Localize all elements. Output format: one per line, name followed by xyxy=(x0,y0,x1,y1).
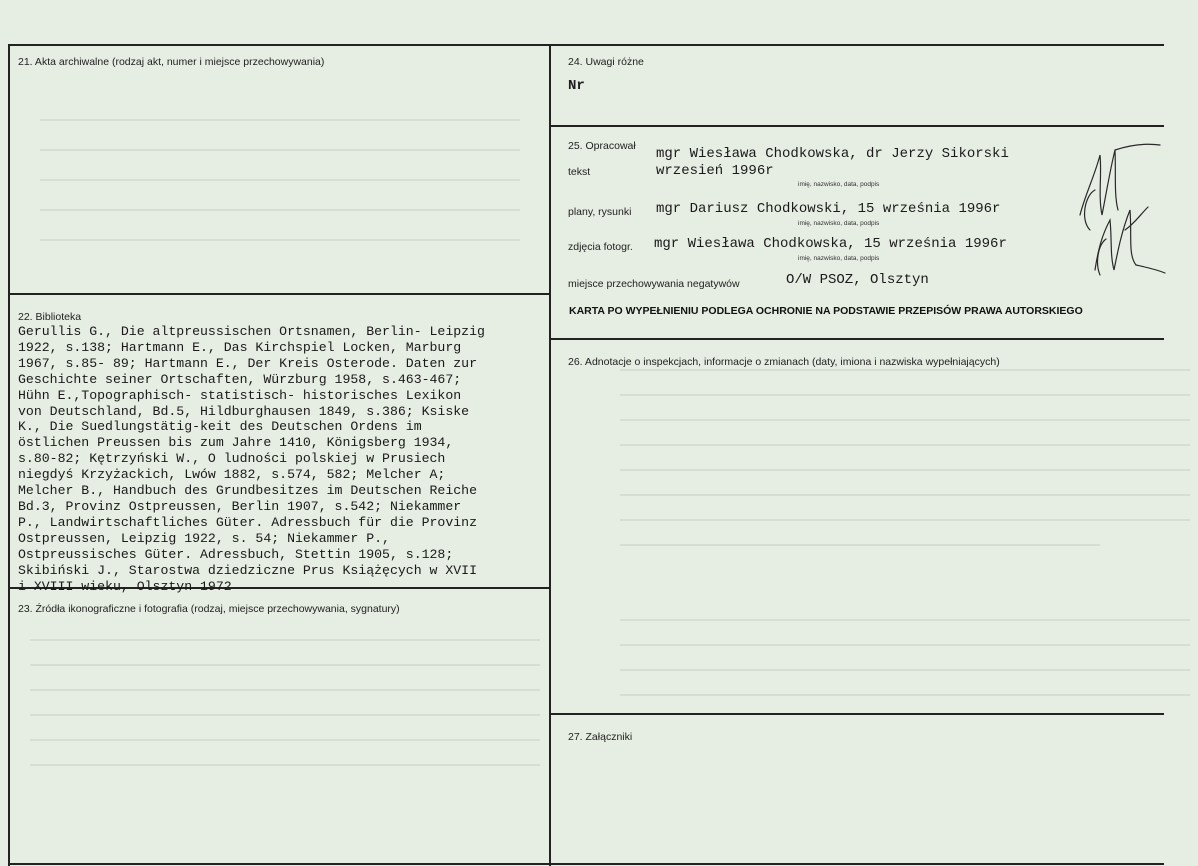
bib-line: P., Landwirtschaftliches Güter. Adressbuch für die Provinz xyxy=(18,514,477,530)
section-24-label: 24. Uwagi różne xyxy=(568,56,644,68)
bib-line: 1922, s.138; Hartmann E., Das Kirchspiel Locken, Marburg xyxy=(18,339,462,355)
handwritten-signatures xyxy=(1040,135,1170,285)
bib-line: Melcher B., Handbuch des Grundbesitzes im Deutschen Reiche xyxy=(18,483,477,499)
signature-caption: imię, nazwisko, data, podpis xyxy=(798,255,880,262)
plany-value: mgr Dariusz Chodkowski, 15 września 1996r xyxy=(656,201,1001,217)
bib-line: Hühn E.,Topographisch- statistisch- historisches Lexikon xyxy=(18,387,462,403)
left-edge xyxy=(8,44,10,866)
tekst-label: tekst xyxy=(568,166,591,178)
number-field: Nr xyxy=(568,78,585,94)
section-22-label: 22. Biblioteka xyxy=(18,311,82,323)
center-divider xyxy=(549,44,551,866)
section-23-label: 23. Źródła ikonograficzne i fotografia (rodzaj, miejsce przechowywania, sygnatury) xyxy=(18,603,400,615)
rule-21-22 xyxy=(8,293,550,295)
zdjecia-value: mgr Wiesława Chodkowska, 15 września 1996r xyxy=(654,236,1007,252)
bib-line: K., Die Suedlungstätig-keit des Deutschen Ordens im xyxy=(18,419,422,435)
section-21-label: 21. Akta archiwalne (rodzaj akt, numer i miejsce przechowywania) xyxy=(18,56,325,68)
bottom-rule xyxy=(8,863,1164,865)
section-27-label: 27. Załączniki xyxy=(568,731,633,743)
section-25-label: 25. Opracował xyxy=(568,140,636,152)
signature-caption: imię, nazwisko, data, podpis xyxy=(798,181,880,188)
bib-line: Gerullis G., Die altpreussischen Ortsnamen, Berlin- Leipzig xyxy=(18,324,485,339)
bib-line: Bd.3, Provinz Ostpreussen, Berlin 1907, s.542; Niekammer xyxy=(18,498,462,514)
bib-line: Geschichte seiner Ortschaften, Würzburg 1958, s.463-467; xyxy=(18,371,462,387)
bib-line: östlichen Preussen bis zum Jahre 1410, Königsberg 1934, xyxy=(18,435,454,451)
copyright-notice: KARTA PO WYPEŁNIENIU PODLEGA OCHRONIE NA PODSTAWIE PRZEPISÓW PRAWA AUTORSKIEGO xyxy=(569,305,1083,317)
tekst-author-value: mgr Wiesława Chodkowska, dr Jerzy Sikorski xyxy=(656,146,1009,162)
bib-line: Ostpreussisches Güter. Adressbuch, Stettin 1905, s.128; xyxy=(18,546,454,562)
bib-line: Ostpreussen, Leipzig 1922, s. 54; Niekammer P., xyxy=(18,530,390,546)
zdjecia-label: zdjęcia fotogr. xyxy=(568,241,633,253)
section-26-label: 26. Adnotacje o inspekcjach, informacje o zmianach (daty, imiona i nazwiska wypełniających) xyxy=(568,356,1000,368)
rule-26-27 xyxy=(550,713,1164,715)
rule-24-25 xyxy=(550,125,1164,127)
signature-caption: imię, nazwisko, data, podpis xyxy=(798,220,880,227)
top-rule xyxy=(8,44,1164,46)
bib-line: s.80-82; Kętrzyński W., O ludności polskiej w Prusiech xyxy=(18,451,446,467)
bib-line: Skibiński J., Starostwa dziedziczne Prus Książęcych w XVII xyxy=(18,562,477,578)
bibliography-text xyxy=(18,324,548,594)
bib-line: von Deutschland, Bd.5, Hildburghausen 1849, s.386; Ksiske xyxy=(18,403,470,419)
plany-label: plany, rysunki xyxy=(568,206,632,218)
negatywy-label: miejsce przechowywania negatywów xyxy=(568,278,740,290)
tekst-date-value: wrzesień 1996r xyxy=(656,163,774,179)
negatywy-value: O/W PSOZ, Olsztyn xyxy=(786,272,929,288)
bib-line: niegdyś Krzyżackich, Lwów 1882, s.574, 582; Melcher A; xyxy=(18,467,446,483)
bib-line: 1967, s.85- 89; Hartmann E., Der Kreis Osterode. Daten zur xyxy=(18,355,477,371)
rule-25-26 xyxy=(550,338,1164,340)
bib-line: i XVIII wieku, Olsztyn 1972 xyxy=(18,578,232,594)
